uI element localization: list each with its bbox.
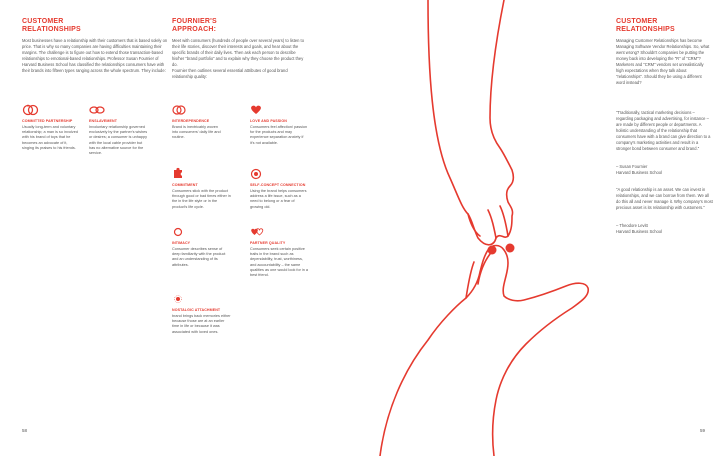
fournier-quote: "Traditionally, tactical marketing decisions – regarding packaging and advertising, for instance – are made by different people or departments. A holistic understanding of the relationship that consumers have with a brand can give direction to a company's marketing activities and result in a stronger bond between consumer and brand." <box>616 110 711 151</box>
category-desc-nostalgic-attachment: brand brings back memories either because those are at an earlier time in life or because it was associated with loved ones. <box>172 314 231 334</box>
page-number-left: 58 <box>22 428 28 433</box>
heart-icon <box>250 104 262 116</box>
concentric-circle-icon <box>250 168 262 180</box>
middle-intro-paragraph: Meet with consumers (hundreds of people over several years) to listen to their life stories, discover their interests and goals, and hear about the specific brands of their daily lives. Then ask each person to describe his/her "brand portfolio" and to explain why they choose the product they do. Fournier then outlines several essential attributes of good brand relationship quality: <box>172 38 304 79</box>
category-label-committed-partnership: COMMITTED PARTNERSHIP <box>22 119 73 123</box>
category-label-intimacy: INTIMACY <box>172 241 191 245</box>
category-desc-committed-partnership: Usually long-term and voluntary relationship; a man is so involved with his brand of toys that he becomes an advocate of it, singing its praises to his friends. <box>22 125 78 150</box>
category-desc-commitment: Consumers stick with the product through good or bad times either in the in the life style or in the product's life cycle. <box>172 189 231 209</box>
left-section-title: CUSTOMER RELATIONSHIPS <box>22 18 81 33</box>
small-circle-icon <box>172 226 184 238</box>
category-label-commitment: COMMITMENT <box>172 183 198 187</box>
category-label-nostalgic-attachment: NOSTALGIC ATTACHMENT <box>172 308 221 312</box>
category-label-enslavement: ENSLAVEMENT <box>89 119 117 123</box>
category-desc-interdependence: Brand is inextricably woven into consumers' daily life and routine. <box>172 125 221 140</box>
category-desc-enslavement: Involuntary relationship governed exclusively by the partner's wishes or desires; a consumer is unhappy with the local cable provider but has no alternative source for the service. <box>89 125 148 156</box>
category-label-interdependence: INTERDEPENDENCE <box>172 119 210 123</box>
category-label-self-concept-connection: SELF-CONCEPT CONNECTION <box>250 183 306 187</box>
puzzle-icon <box>172 168 184 180</box>
page-number-right: 59 <box>700 428 706 433</box>
rings-icon <box>22 104 38 116</box>
fournier-attribution: – Susan Fournier Harvard Business School <box>616 164 662 175</box>
right-intro-paragraph: Managing Customer Relationships has become Managing Software Vendor Relationships. So, what went wrong? Shouldn't companies be putting the money back into developing the "R" of "CRM"? Marketers and "CRM" vendors set unrealistically high expectations when they talk about "relationships". Should they be using a different word instead? <box>616 38 710 85</box>
middle-section-title: FOURNIER'S APPROACH: <box>172 18 217 33</box>
left-intro-paragraph: Most businesses have a relationship with their customers that is based solely on price. That is why so many companies are having difficulties maintaining their margins. The challenge is to figure out how to extend those transaction-based relationships to emotional-based relationships. Professor Susan Fournier of Harvard Business School has classified the relationships consumers have with their brands into fifteen types ranging across the whole spectrum. They include: <box>22 38 168 73</box>
category-desc-intimacy: Consumer describes sense of deep familiarity with the product and an understanding of its attributes. <box>172 247 226 267</box>
levitt-attribution: – Theodore Levitt Harvard Business School <box>616 223 662 234</box>
category-desc-self-concept-connection: Using the brand helps consumers address a life issue, such as a need to belong or a fear of growing old. <box>250 189 307 209</box>
linked-hearts-icon <box>250 226 264 238</box>
chain-icon <box>89 104 105 116</box>
category-label-love-and-passion: LOVE AND PASSION <box>250 119 287 123</box>
category-desc-love-and-passion: Consumers feel affection/ passion for the products and may experience separation anxiety if it's not available. <box>250 125 308 145</box>
dot-icon <box>172 293 184 305</box>
category-label-partner-quality: PARTNER QUALITY <box>250 241 286 245</box>
right-section-title: CUSTOMER RELATIONSHIPS <box>616 18 675 33</box>
levitt-quote: "A good relationship is an asset. We can invest in relationships, and we can borrow from them. We all do this all and never manage it. Why company's most precious asset is its relationship with customers." <box>616 187 713 210</box>
interlocked-circles-icon <box>172 104 186 116</box>
category-desc-partner-quality: Consumers seek certain positive traits in the brand such as dependability, trust, worthiness, and accountability – the same qualities as one would look for in a best friend. <box>250 247 309 278</box>
